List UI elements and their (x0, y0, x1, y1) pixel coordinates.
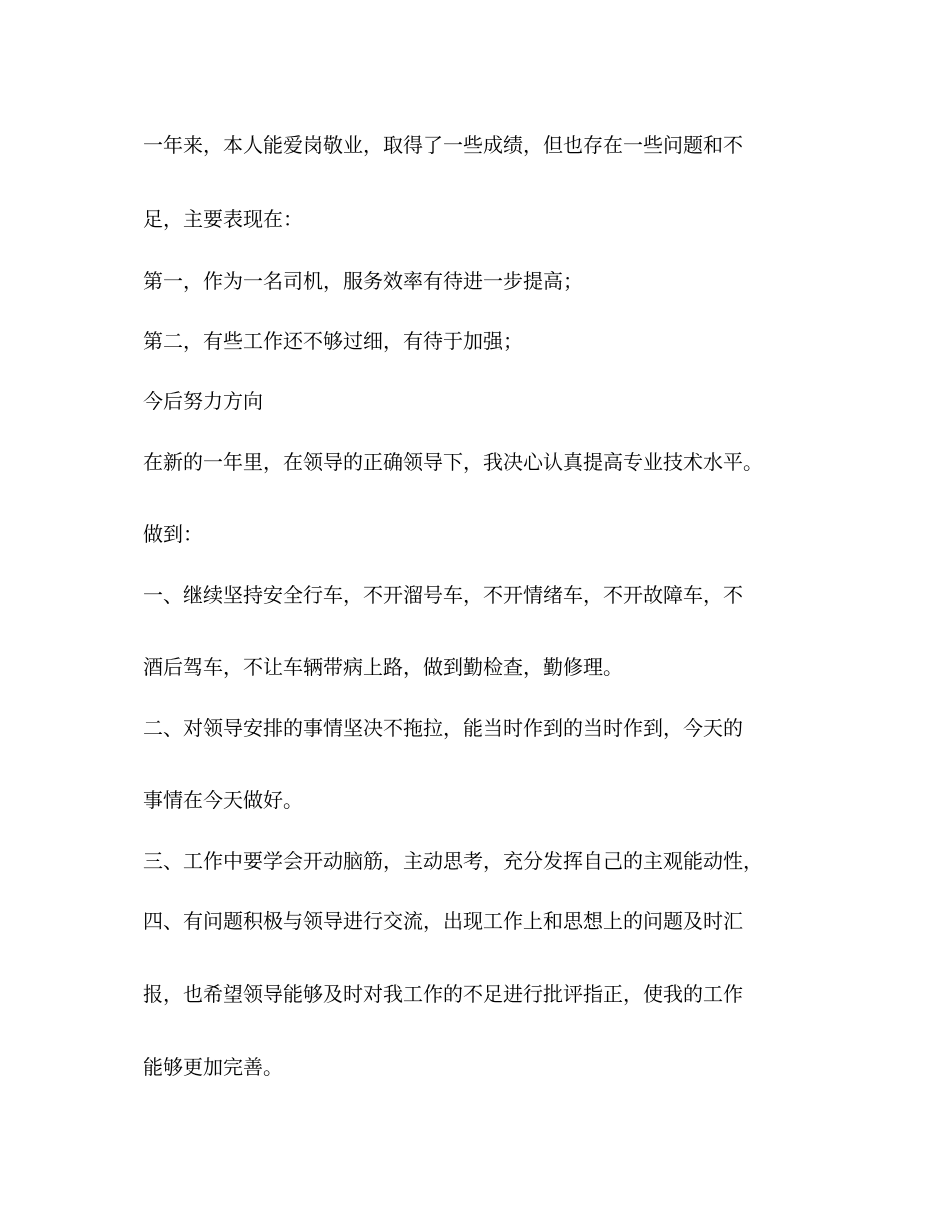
text-line: 做到： (143, 522, 203, 546)
text-line: 足，主要表现在： (143, 207, 303, 231)
text-line: 第二，有些工作还不够过细，有待于加强； (143, 329, 523, 353)
text-line: 一年来，本人能爱岗敬业，取得了一些成绩，但也存在一些问题和不 (143, 133, 743, 157)
text-line: 一、继续坚持安全行车，不开溜号车，不开情绪车，不开故障车，不 (143, 583, 743, 607)
text-line: 能够更加完善。 (143, 1055, 283, 1079)
text-line: 事情在今天做好。 (143, 788, 303, 812)
text-line: 酒后驾车，不让车辆带病上路，做到勤检查，勤修理。 (143, 655, 623, 679)
text-line: 四、有问题积极与领导进行交流，出现工作上和思想上的问题及时汇 (143, 909, 743, 933)
text-line: 报，也希望领导能够及时对我工作的不足进行批评指正，使我的工作 (143, 982, 743, 1006)
section-heading: 今后努力方向 (143, 389, 263, 413)
text-line: 二、对领导安排的事情坚决不拖拉，能当时作到的当时作到，今天的 (143, 716, 743, 740)
text-line: 在新的一年里，在领导的正确领导下，我决心认真提高专业技术水平。 (143, 450, 763, 474)
text-line: 三、工作中要学会开动脑筋，主动思考，充分发挥自己的主观能动性， (143, 849, 763, 873)
text-line: 第一，作为一名司机，服务效率有待进一步提高； (143, 269, 583, 293)
